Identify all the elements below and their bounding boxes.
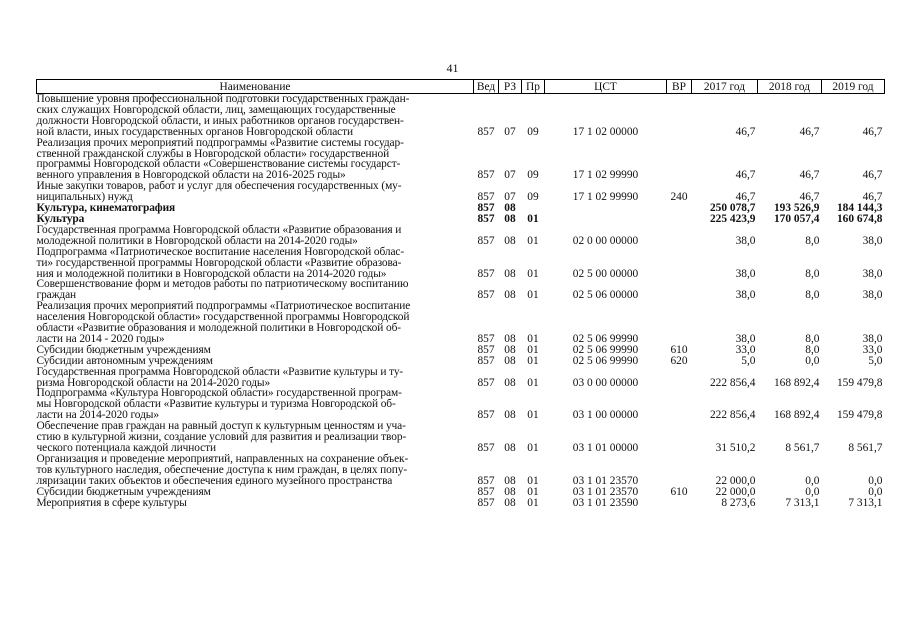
row-2019: 46,7: [862, 169, 883, 182]
row-rz: 08: [504, 409, 516, 422]
row-2017: 38,0: [735, 234, 756, 247]
row-rz: 07: [504, 125, 516, 138]
row-2018: 8 561,7: [785, 442, 820, 454]
row-2017: 5,0: [741, 354, 756, 367]
row-cst: 03 1 00 00000: [572, 409, 639, 422]
header-2018: 2018 год: [758, 80, 822, 94]
row-cst: 03 1 01 23570: [572, 474, 639, 487]
table-row: [37, 225, 885, 247]
row-rz: 08: [504, 354, 516, 367]
row-2018: 8,0: [805, 343, 820, 356]
row-2019: 159 479,8: [836, 376, 883, 389]
row-name: Повышение уровня профессиональной подготовки государственных граждан- ских служащих Новгородской области, лиц, замещающих государственные должности Новгородской области, и иных работников органов государствен- ной власти, иных государственных органов Новгородской области: [36, 93, 410, 138]
row-name: Культура: [36, 212, 85, 225]
row-2019: 0,0: [868, 485, 883, 498]
row-rz: 08: [504, 202, 516, 215]
row-cst: 02 0 00 00000: [572, 234, 639, 247]
row-2019: 38,0: [862, 332, 883, 345]
row-vr: [667, 301, 692, 345]
row-pr: 09: [527, 191, 539, 204]
row-2019: 38,0: [862, 234, 883, 247]
row-pr: 01: [527, 474, 539, 487]
row-2018: 8,0: [805, 289, 820, 302]
budget-table: [36, 79, 885, 508]
row-name: Государственная программа Новгородской области «Развитие культуры и ту- ризма Новгородской области на 2014-2020 годы»: [36, 365, 404, 389]
row-2017: 8 273,6: [721, 496, 756, 509]
row-2019: 0,0: [868, 474, 883, 487]
row-vr: [667, 214, 692, 225]
row-rz: 08: [504, 485, 516, 498]
row-2018: 46,7: [799, 125, 820, 138]
row-ved: 857: [477, 267, 495, 280]
row-2019: 7 313,1: [848, 496, 883, 509]
row-pr: 01: [527, 376, 539, 389]
row-vr: [667, 279, 692, 301]
row-name: Подпрограмма «Патриотическое воспитание населения Новгородской облас- ти» государственной программы Новгородской области «Развитие образова- ния и молодежной политики в Новгородской области на 2014-2020 годы»: [36, 245, 405, 280]
row-cst: 02 5 06 99990: [572, 343, 639, 356]
table-row: [37, 454, 885, 487]
row-2018: 46,7: [799, 169, 820, 182]
row-cst: 03 1 01 23590: [572, 496, 639, 509]
row-ved: 857: [477, 474, 495, 487]
row-rz: 08: [504, 376, 516, 389]
header-vr: ВР: [667, 80, 692, 94]
row-ved: 857: [477, 332, 495, 345]
row-cst: 03 1 01 00000: [572, 442, 639, 454]
row-cst: 17 1 02 99990: [572, 191, 639, 204]
row-2019: 33,0: [862, 343, 883, 356]
row-rz: 08: [504, 442, 516, 454]
row-2018: 8,0: [805, 332, 820, 345]
row-2019: 38,0: [862, 267, 883, 280]
row-pr: 01: [527, 485, 539, 498]
row-2017: 38,0: [735, 267, 756, 280]
row-2019: 8 561,7: [848, 442, 883, 454]
row-ved: 857: [477, 485, 495, 498]
row-cst: 02 5 06 00000: [572, 289, 639, 302]
row-pr: 01: [527, 267, 539, 280]
row-name: Субсидии бюджетным учреждениям: [36, 343, 211, 356]
row-vr: 620: [670, 354, 688, 367]
row-ved: 857: [477, 343, 495, 356]
table-row: [37, 138, 885, 182]
row-pr: 01: [527, 212, 539, 225]
row-cst: 02 5 00 00000: [572, 267, 639, 280]
row-cst: [545, 214, 667, 225]
table-row: [37, 181, 885, 203]
row-cst: [545, 203, 667, 214]
row-rz: 08: [504, 289, 516, 302]
table-row: [37, 421, 885, 454]
row-2018: 0,0: [805, 485, 820, 498]
table-row: [37, 301, 885, 345]
row-ved: 857: [477, 409, 495, 422]
row-2017: 225 423,9: [709, 212, 756, 225]
row-ved: 857: [477, 191, 495, 204]
row-2018: 8,0: [805, 234, 820, 247]
row-pr: 01: [527, 332, 539, 345]
row-name: Совершенствование форм и методов работы по патриотическому воспитанию граждан: [36, 278, 409, 302]
row-name: Реализация прочих мероприятий подпрограммы «Патриотическое воспитание населения Новгородской области» государственной программы Новгородской области «Развитие образования и молодежной политики в Новгородской об- ласти на 2014 - 2020 годы»: [36, 300, 411, 345]
row-ved: 857: [477, 169, 495, 182]
row-2018: 168 892,4: [773, 376, 820, 389]
row-rz: 07: [504, 169, 516, 182]
page-number: 41: [446, 61, 459, 75]
table-row: [37, 247, 885, 280]
row-vr: [667, 225, 692, 247]
row-name: Государственная программа Новгородской области «Развитие образования и молодежной политики в Новгородской области на 2014-2020 годы»: [36, 223, 402, 247]
row-rz: 08: [504, 343, 516, 356]
row-rz: 08: [504, 496, 516, 509]
row-vr: [667, 203, 692, 214]
row-name: Обеспечение прав граждан на равный доступ к культурным ценностям и уча- стию в культурной жизни, создание условий для развития и реализации твор- ческого потенциала каждой личности: [36, 420, 407, 454]
row-vr: [667, 367, 692, 389]
row-pr: 01: [527, 354, 539, 367]
header-2017: 2017 год: [692, 80, 758, 94]
row-2017: 38,0: [735, 289, 756, 302]
row-2017: 38,0: [735, 332, 756, 345]
row-name: Подпрограмма «Культура Новгородской области» государственной програм- мы Новгородской области «Развитие культуры и туризма Новгородской об- ласти на 2014-2020 годы»: [36, 387, 402, 422]
row-name: Реализация прочих мероприятий подпрограммы «Развитие системы государ- ственной гражданской службы в Новгородской области» государственной программы Новгородской области «Совершенствование системы государст- венного управления в Новгородской области на 2016-2025 годы»: [36, 136, 404, 182]
row-ved: 857: [477, 376, 495, 389]
row-name: Субсидии автономным учреждениям: [36, 354, 213, 367]
row-rz: 08: [504, 332, 516, 345]
row-cst: 17 1 02 99990: [572, 169, 639, 182]
row-pr: 01: [527, 343, 539, 356]
row-ved: 857: [477, 496, 495, 509]
row-vr: 610: [670, 343, 688, 356]
row-2019: 46,7: [862, 125, 883, 138]
row-2017: 22 000,0: [715, 474, 756, 487]
table-header-row: [37, 80, 885, 94]
row-2017: 222 856,4: [709, 376, 756, 389]
row-cst: 03 1 01 23570: [572, 485, 639, 498]
row-2018: 168 892,4: [773, 409, 820, 422]
header-rz: РЗ: [499, 80, 522, 94]
table-row: [37, 367, 885, 389]
row-pr: 01: [527, 289, 539, 302]
row-2019: 5,0: [868, 354, 883, 367]
row-ved: 857: [477, 125, 495, 138]
row-vr: [667, 388, 692, 421]
table-row: [37, 498, 885, 509]
row-2019: 46,7: [862, 191, 883, 204]
header-2019: 2019 год: [822, 80, 885, 94]
row-pr: 09: [527, 125, 539, 138]
row-2017: 31 510,2: [715, 442, 756, 454]
row-2019: 38,0: [862, 289, 883, 302]
row-pr: 01: [527, 442, 539, 454]
header-pr: Пр: [522, 80, 545, 94]
row-rz: 08: [504, 212, 516, 225]
row-pr: 01: [527, 409, 539, 422]
row-name: Организация и проведение мероприятий, направленных на сохранение объек- тов культурного наследия, обеспечение доступа к ним граждан, в целях попу- ляризации таких объектов и обеспечения единого музейного пространства: [36, 452, 409, 487]
row-cst: 17 1 02 00000: [572, 125, 639, 138]
row-2017: 33,0: [735, 343, 756, 356]
row-2018: 7 313,1: [785, 496, 820, 509]
row-2019: 184 144,3: [836, 202, 883, 215]
row-vr: [667, 94, 692, 138]
table-row: [37, 388, 885, 421]
header-cst: ЦСТ: [545, 80, 667, 94]
row-2018: 8,0: [805, 267, 820, 280]
row-ved: 857: [477, 202, 495, 215]
row-ved: 857: [477, 212, 495, 225]
row-2017: 46,7: [735, 125, 756, 138]
row-name: Культура, кинематография: [36, 202, 176, 215]
table-row: [37, 487, 885, 498]
row-2018: 170 057,4: [773, 212, 820, 225]
row-name: Субсидии бюджетным учреждениям: [36, 485, 211, 498]
table-row: [37, 94, 885, 138]
row-cst: 02 5 06 99990: [572, 332, 639, 345]
row-rz: 08: [504, 267, 516, 280]
row-2017: 46,7: [735, 191, 756, 204]
row-ved: 857: [477, 442, 495, 454]
row-2019: 159 479,8: [836, 409, 883, 422]
row-cst: 02 5 06 99990: [572, 354, 639, 367]
row-2018: 193 526,9: [773, 202, 820, 215]
row-vr: [667, 454, 692, 487]
row-2018: 0,0: [805, 354, 820, 367]
row-vr: 610: [670, 485, 688, 498]
row-ved: 857: [477, 234, 495, 247]
row-2017: 250 078,7: [709, 202, 756, 215]
row-2018: 0,0: [805, 474, 820, 487]
row-2017: 22 000,0: [715, 485, 756, 498]
row-name: Мероприятия в сфере культуры: [36, 496, 187, 509]
row-pr: 09: [527, 169, 539, 182]
row-rz: 08: [504, 474, 516, 487]
table-body: [37, 94, 885, 509]
row-pr: 01: [527, 496, 539, 509]
row-name: Иные закупки товаров, работ и услуг для обеспечения государственных (му- ниципальных) нужд: [36, 180, 402, 204]
row-vr: [667, 247, 692, 280]
row-vr: [667, 421, 692, 454]
row-vr: 240: [670, 191, 688, 204]
row-vr: [667, 138, 692, 182]
row-rz: 07: [504, 191, 516, 204]
row-2018: 46,7: [799, 191, 820, 204]
row-ved: 857: [477, 354, 495, 367]
row-pr: 01: [527, 234, 539, 247]
row-2017: 46,7: [735, 169, 756, 182]
header-ved: Вед: [474, 80, 499, 94]
header-name: Наименование: [37, 80, 474, 94]
row-2017: 222 856,4: [709, 409, 756, 422]
row-cst: 03 0 00 00000: [572, 376, 639, 389]
row-ved: 857: [477, 289, 495, 302]
row-rz: 08: [504, 234, 516, 247]
table-row: [37, 203, 885, 214]
row-vr: [667, 498, 692, 509]
row-2019: 160 674,8: [836, 212, 883, 225]
table-row: [37, 279, 885, 301]
